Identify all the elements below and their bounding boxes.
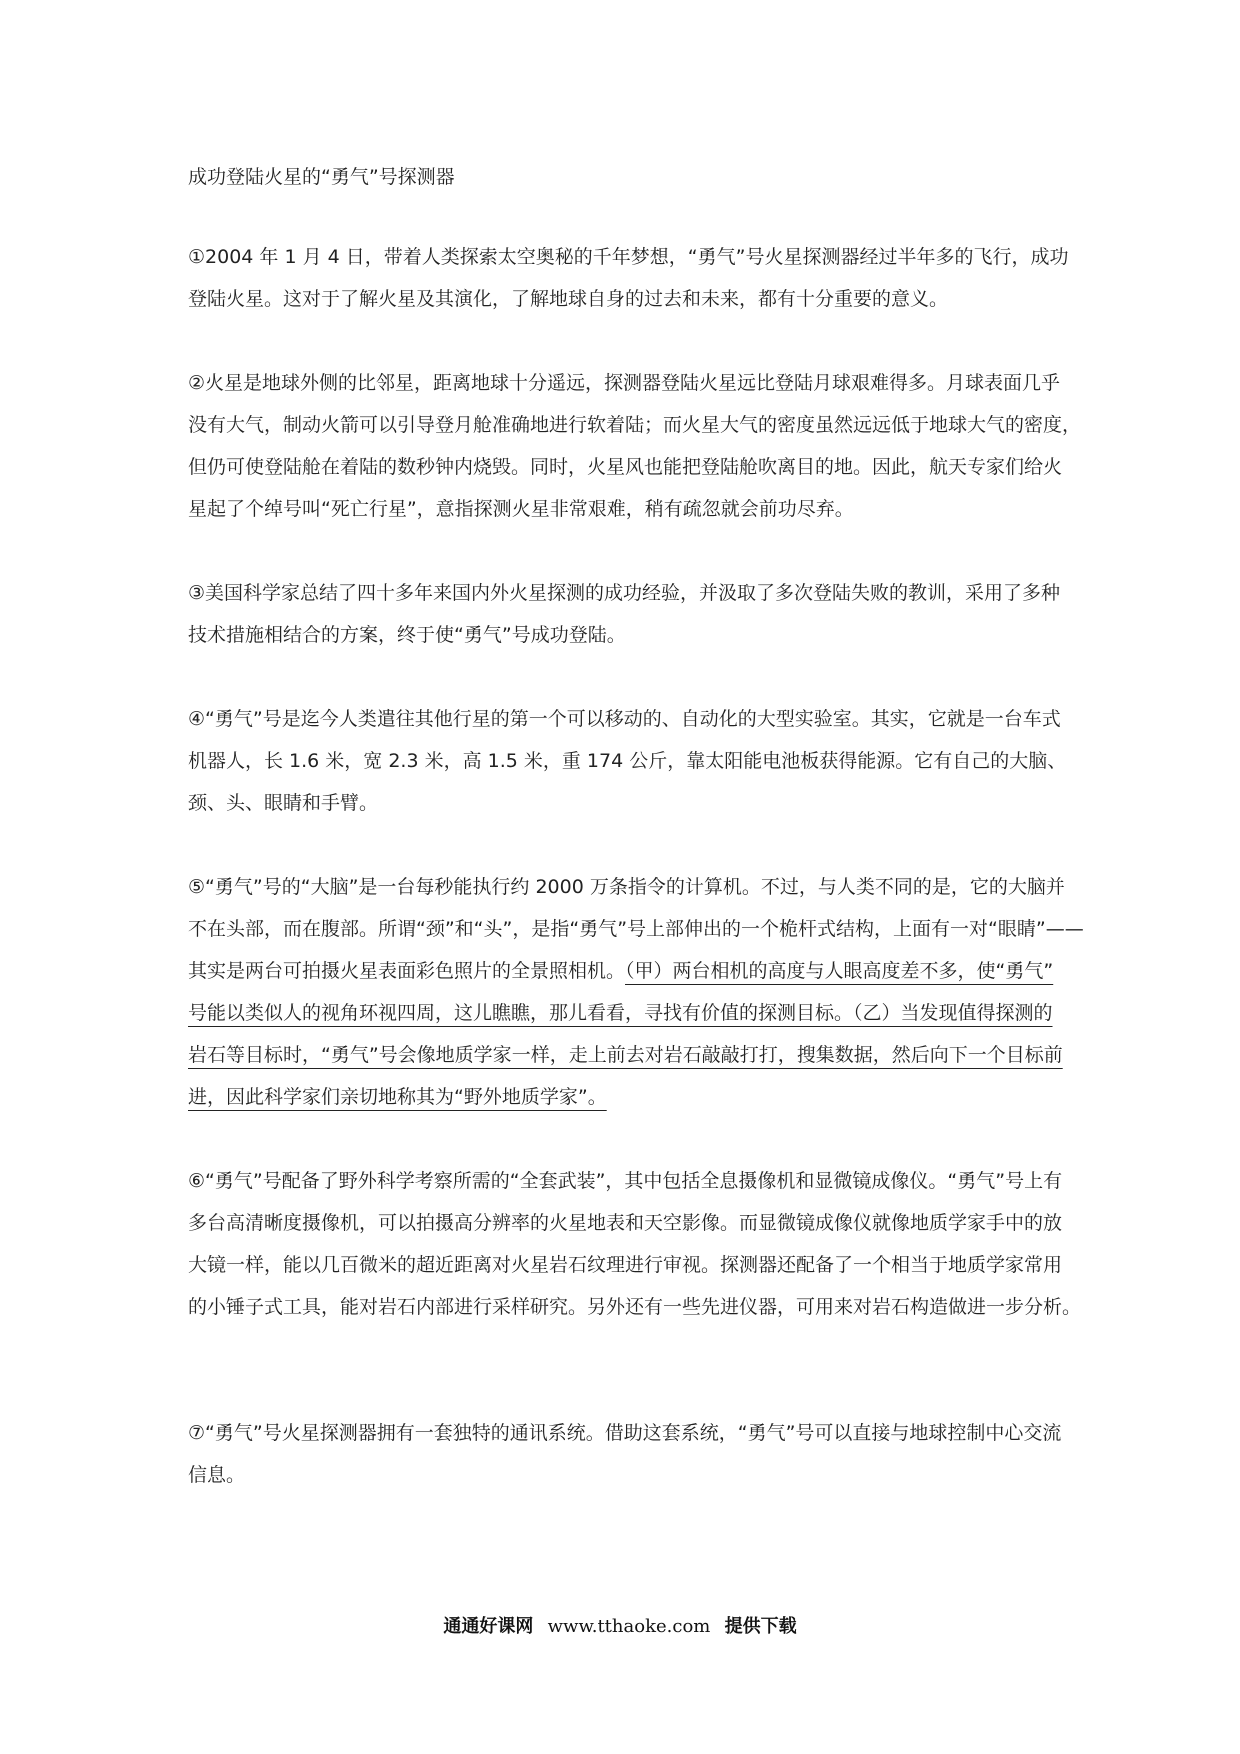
paragraph-line: 星起了个绰号叫“死亡行星”，意指探测火星非常艰难，稍有疏忽就会前功尽弃。 [188, 498, 854, 520]
underlined-passage: （甲）两台相机的高度与人眼高度差不多，使“勇气” [625, 960, 1054, 982]
paragraph-1 [188, 236, 1069, 320]
paragraph-line: 颈、头、眼睛和手臂。 [188, 792, 379, 814]
paragraph-line: 信息。 [188, 1464, 246, 1486]
paragraph-line: ③美国科学家总结了四十多年来国内外火星探测的成功经验，并汲取了多次登陆失败的教训，采用了多种 [188, 582, 1061, 604]
paragraph-line: 但仍可使登陆舱在着陆的数秒钟内烧毁。同时，火星风也能把登陆舱吹离目的地。因此，航天专家们给火 [188, 456, 1063, 478]
underlined-passage: 进，因此科学家们亲切地称其为“野外地质学家”。 [188, 1086, 607, 1108]
paragraph-6 [188, 1160, 1082, 1328]
paragraph-line: 多台高清晰度摄像机，可以拍摄高分辨率的火星地表和天空影像。而显微镜成像仪就像地质学家手中的放 [188, 1212, 1063, 1234]
paragraph-7 [188, 1412, 1062, 1496]
footer-site-name: 通通好课网 [443, 1616, 534, 1637]
document-title: 成功登陆火星的“勇气”号探测器 [188, 166, 455, 188]
paragraph-4 [188, 698, 1067, 824]
footer-suffix: 提供下载 [724, 1616, 797, 1637]
paragraph-5 [188, 866, 1084, 1118]
paragraph-line [188, 1076, 1058, 1118]
paragraph-2 [188, 362, 1082, 530]
page-footer [0, 1612, 1240, 1638]
paragraph-line: ④“勇气”号是迄今人类遣往其他行星的第一个可以移动的、自动化的大型实验室。其实，它就是一台车式 [188, 708, 1061, 730]
paragraph-line: ⑥“勇气”号配备了野外科学考察所需的“全套武装”，其中包括全息摄像机和显微镜成像仪。“勇气”号上有 [188, 1170, 1063, 1192]
paragraph-line: ⑤“勇气”号的“大脑”是一台每秒能执行约 2000 万条指令的计算机。不过，与人类不同的是，它的大脑并 [188, 876, 1065, 898]
paragraph-line: 大镜一样，能以几百微米的超近距离对火星岩石纹理进行审视。探测器还配备了一个相当于地质学家常用 [188, 1254, 1063, 1276]
underlined-passage-line: 号能以类似人的视角环视四周，这儿瞧瞧，那儿看看，寻找有价值的探测目标。（乙）当发现值得探测的 [188, 1002, 1053, 1024]
paragraph-line: ⑦“勇气”号火星探测器拥有一套独特的通讯系统。借助这套系统，“勇气”号可以直接与地球控制中心交流 [188, 1422, 1062, 1444]
plain-text: 其实是两台可拍摄火星表面彩色照片的全景照相机。 [188, 960, 626, 982]
paragraph-line: 登陆火星。这对于了解火星及其演化，了解地球自身的过去和未来，都有十分重要的意义。 [188, 288, 949, 310]
paragraph-line: 不在头部，而在腹部。所谓“颈”和“头”，是指“勇气”号上部伸出的一个桅杆式结构，上面有一对“眼睛”—— [188, 918, 1084, 940]
paragraph-line: 机器人，长 1.6 米，宽 2.3 米，高 1.5 米，重 174 公斤，靠太阳能电池板获得能源。它有自己的大脑、 [188, 750, 1067, 772]
paragraph-3 [188, 572, 1061, 656]
paragraph-line: 技术措施相结合的方案，终于使“勇气”号成功登陆。 [188, 624, 626, 646]
paragraph-line: ②火星是地球外侧的比邻星，距离地球十分遥远，探测器登陆火星远比登陆月球艰难得多。月球表面几乎 [188, 372, 1061, 394]
paragraph-line: ①2004 年 1 月 4 日，带着人类探索太空奥秘的千年梦想，“勇气”号火星探测器经过半年多的飞行，成功 [188, 246, 1069, 268]
paragraph-line: 没有大气，制动火箭可以引导登月舱准确地进行软着陆；而火星大气的密度虽然远远低于地球大气的密度， [188, 414, 1082, 436]
paragraph-line: 的小锤子式工具，能对岩石内部进行采样研究。另外还有一些先进仪器，可用来对岩石构造做进一步分析。 [188, 1296, 1082, 1318]
paragraph-line-mixed [188, 950, 1058, 992]
footer-url-link[interactable]: www.tthaoke.com [547, 1616, 711, 1637]
underlined-passage-line: 岩石等目标时，“勇气”号会像地质学家一样，走上前去对岩石敲敲打打，搜集数据，然后向下一个目标前 [188, 1044, 1063, 1066]
